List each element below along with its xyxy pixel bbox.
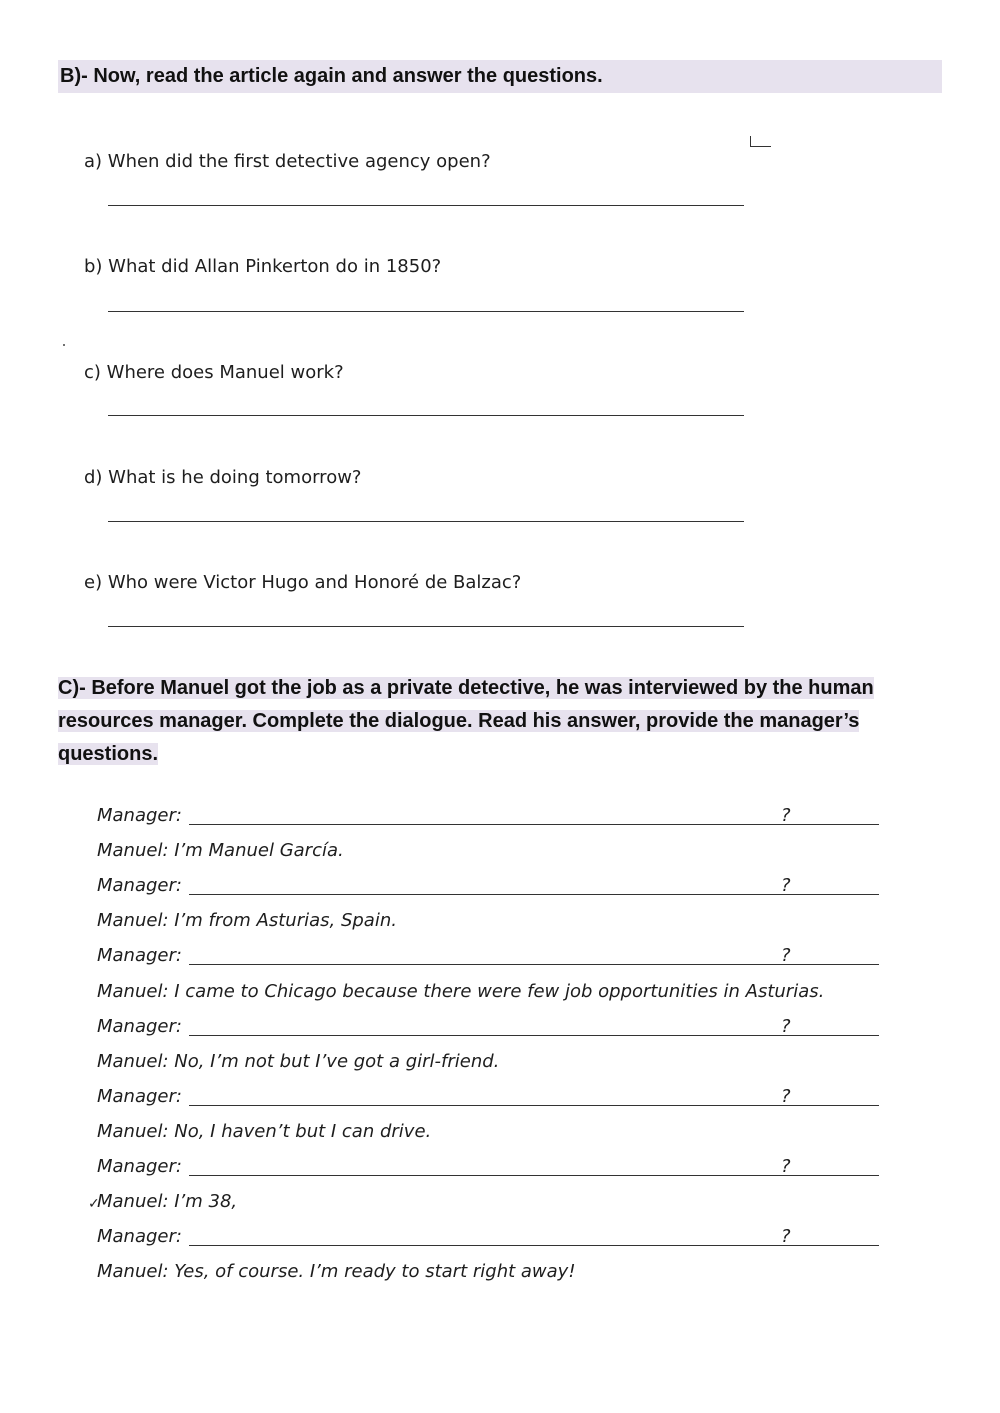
- question-c: c) Where does Manuel work?: [84, 362, 344, 383]
- question-d: d) What is he doing tomorrow?: [84, 467, 362, 488]
- question-mark: ?: [781, 1085, 791, 1107]
- manager-line: [97, 805, 897, 835]
- question-b: b) What did Allan Pinkerton do in 1850?: [84, 256, 442, 277]
- manager-question-blank[interactable]: [189, 964, 879, 965]
- manager-question-blank[interactable]: [189, 1105, 879, 1106]
- manager-line: [97, 1156, 897, 1186]
- manuel-line: [97, 1051, 897, 1081]
- manuel-line: [97, 1191, 897, 1221]
- manuel-line: [97, 840, 897, 870]
- question-e: e) Who were Victor Hugo and Honoré de Balzac?: [84, 572, 522, 593]
- answer-line-c[interactable]: [108, 415, 744, 416]
- manager-label: Manager:: [97, 1085, 182, 1107]
- manuel-answer: Manuel: I’m from Asturias, Spain.: [97, 910, 397, 932]
- question-mark: ?: [781, 805, 791, 826]
- manager-label: Manager:: [97, 805, 182, 826]
- section-c-heading: [58, 672, 928, 771]
- question-mark: ?: [781, 945, 791, 967]
- corner-mark: [750, 136, 771, 147]
- manuel-line: [97, 981, 897, 1011]
- answer-line-b[interactable]: [108, 311, 744, 312]
- check-mark-icon: ✓: [88, 1196, 100, 1212]
- question-a: a) When did the first detective agency open?: [84, 151, 491, 172]
- manager-question-blank[interactable]: [189, 1175, 879, 1176]
- section-c-heading-line3: questions.: [58, 743, 159, 765]
- question-mark: ?: [781, 1156, 791, 1177]
- manager-question-blank[interactable]: [189, 824, 879, 825]
- manuel-line: [97, 1121, 897, 1151]
- manuel-line: [97, 1261, 897, 1291]
- manager-line: [97, 1016, 897, 1046]
- question-mark: ?: [781, 1226, 791, 1248]
- answer-line-a[interactable]: [108, 205, 744, 206]
- manager-question-blank[interactable]: [189, 894, 879, 895]
- manuel-answer: Manuel: No, I haven’t but I can drive.: [97, 1120, 432, 1142]
- manager-label: Manager:: [97, 1015, 182, 1037]
- manager-label: Manager:: [97, 1226, 182, 1248]
- answer-line-e[interactable]: [108, 626, 744, 627]
- manager-line: [97, 875, 897, 905]
- answer-line-d[interactable]: [108, 521, 744, 522]
- manuel-answer: Manuel: No, I’m not but I’ve got a girl-friend.: [97, 1050, 500, 1072]
- section-c-heading-line1: C)- Before Manuel got the job as a private detective, he was interviewed by the human: [58, 677, 874, 699]
- manuel-line: [97, 910, 897, 940]
- manuel-answer: Manuel: I’m Manuel García.: [97, 840, 344, 862]
- question-mark: ?: [781, 875, 791, 897]
- stray-dot: [63, 344, 65, 346]
- manager-line: [97, 1226, 897, 1256]
- manager-line: [97, 945, 897, 975]
- manuel-answer: Manuel: I came to Chicago because there were few job opportunities in Asturias.: [97, 980, 825, 1002]
- manager-label: Manager:: [97, 1156, 182, 1177]
- manager-line: [97, 1086, 897, 1116]
- manager-question-blank[interactable]: [189, 1035, 879, 1036]
- manuel-answer: Manuel: I’m 38,: [97, 1191, 238, 1213]
- section-b-heading: B)- Now, read the article again and answer the questions.: [58, 60, 942, 93]
- manager-label: Manager:: [97, 945, 182, 967]
- section-c-heading-line2: resources manager. Complete the dialogue. Read his answer, provide the manager’s: [58, 710, 860, 732]
- manuel-answer: Manuel: Yes, of course. I’m ready to start right away!: [97, 1261, 576, 1283]
- manager-question-blank[interactable]: [189, 1245, 879, 1246]
- question-mark: ?: [781, 1015, 791, 1037]
- manager-label: Manager:: [97, 875, 182, 897]
